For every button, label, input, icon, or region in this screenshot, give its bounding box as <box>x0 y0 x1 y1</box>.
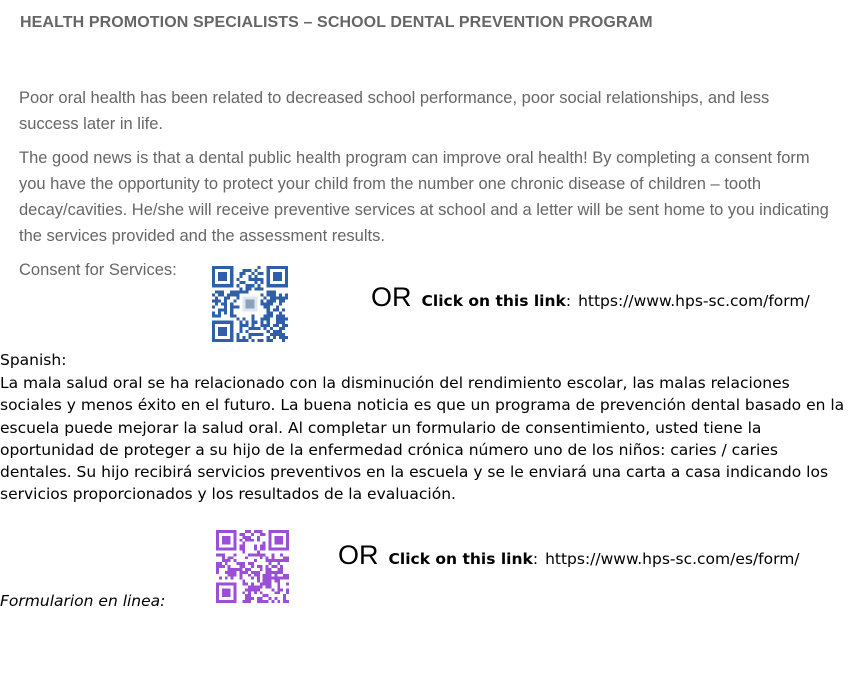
qr-code-english[interactable] <box>212 266 288 342</box>
or-text: OR <box>338 540 379 570</box>
spanish-paragraph: La mala salud oral se ha relacionado con la disminución del rendimiento escolar, las malas relaciones sociales y menos éxito en el futuro. La buena noticia es que un programa de prevención dental basado en la escuela puede mejorar la salud oral. Al completar un formulario de consentimiento, usted tiene la oportunidad de proteger a su hijo de la enfermedad crónica número uno de los niños: caries / caries dentales. Su hijo recibirá servicios preventivos en la escuela y se le enviará una carta a casa indicando los servicios proporcionados y los resultados de la evaluación. <box>0 374 845 504</box>
page-title: HEALTH PROMOTION SPECIALISTS – SCHOOL DENTAL PREVENTION PROGRAM <box>20 14 653 31</box>
colon: : <box>532 550 539 568</box>
program-description-paragraph: The good news is that a dental public health program can improve oral health! By completing a consent form you have the opportunity to protect your child from the number one chronic disease of children – tooth decay/cavities. He/she will receive preventive services at school and a letter will be sent home to you indicating the services provided and the assessment results. <box>19 149 829 245</box>
link-row-english <box>371 282 810 313</box>
spanish-form-link[interactable]: https://www.hps-sc.com/es/form/ <box>545 550 800 568</box>
link-row-spanish <box>338 540 800 571</box>
online-form-label: Formularion en linea: <box>0 592 166 610</box>
consent-label: Consent for Services: <box>19 261 177 279</box>
click-link-label: Click on this link <box>388 550 533 568</box>
consent-form-link[interactable]: https://www.hps-sc.com/form/ <box>578 292 810 310</box>
colon: : <box>565 292 572 310</box>
click-link-label: Click on this link <box>421 292 566 310</box>
or-text: OR <box>371 282 412 312</box>
intro-paragraph: Poor oral health has been related to decreased school performance, poor social relationships, and less success later in life. <box>19 89 770 133</box>
qr-code-spanish[interactable] <box>216 530 289 603</box>
spanish-heading: Spanish: <box>0 351 67 369</box>
